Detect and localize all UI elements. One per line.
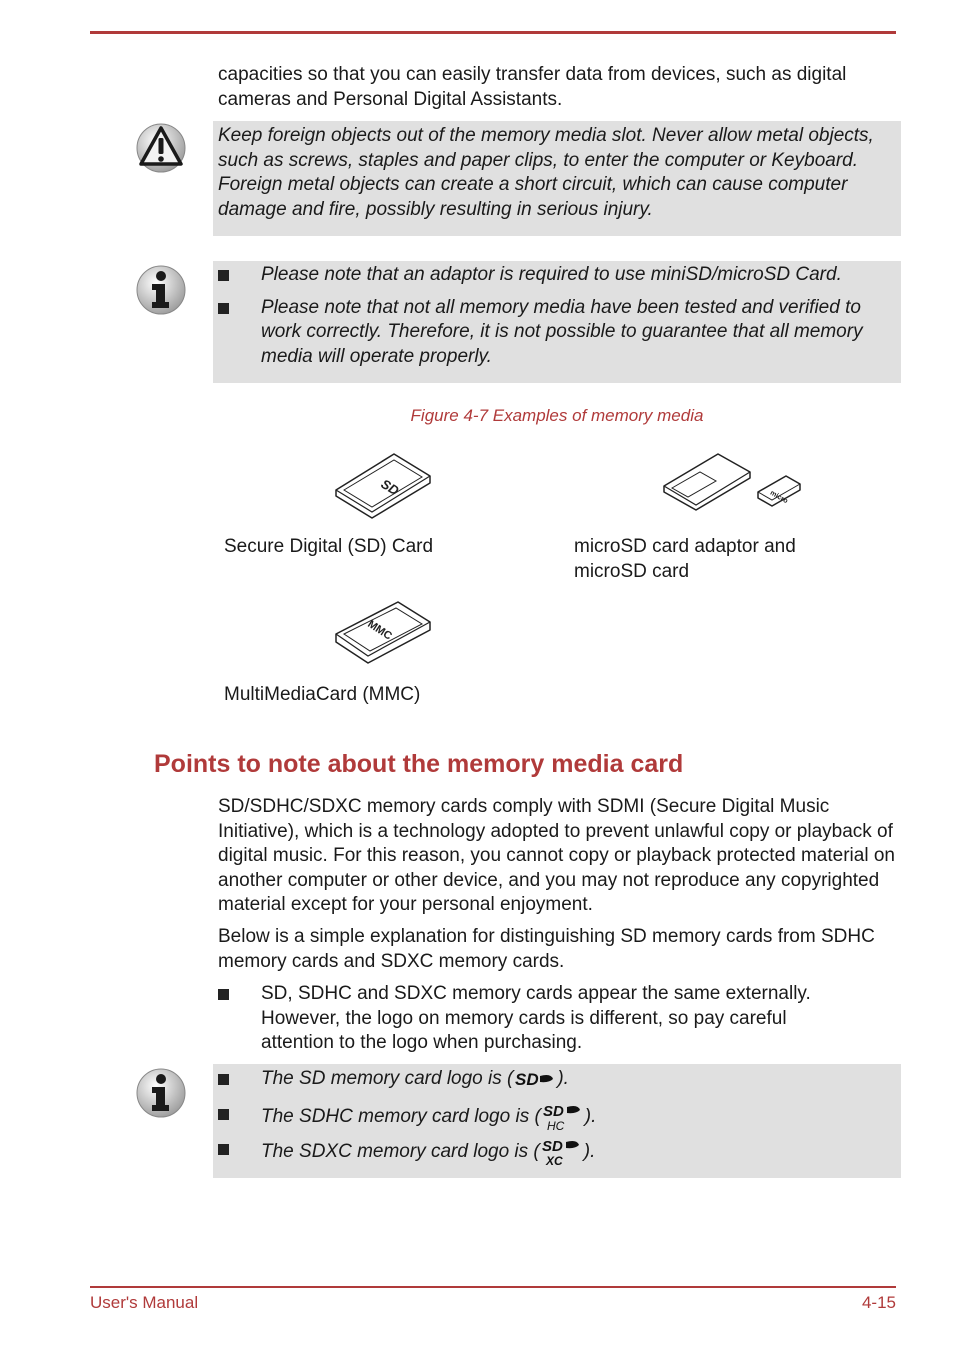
- list-item: The SDHC memory card logo is ( SD HC ).: [213, 1102, 901, 1137]
- svg-text:SD: SD: [541, 1138, 563, 1155]
- sd-logo-icon: [513, 1068, 557, 1090]
- figure-label-microsd: microSD card adaptor and microSD card: [574, 536, 796, 582]
- list-item: The SD memory card logo is ( SD ).: [213, 1067, 901, 1102]
- bullet-square: [218, 270, 229, 281]
- info-icon: [135, 1067, 187, 1119]
- section-heading: Points to note about the memory media card: [154, 750, 684, 778]
- warning-icon: [135, 122, 187, 174]
- figure-caption: Figure 4-7 Examples of memory media: [410, 406, 704, 425]
- svg-text:SD: SD: [542, 1103, 564, 1120]
- figure-label-sd: Secure Digital (SD) Card: [224, 536, 434, 557]
- bullet-square: [218, 1109, 229, 1120]
- bullet-square: [218, 989, 229, 1000]
- bullet-square: [218, 1074, 229, 1085]
- svg-text:MMC: MMC: [365, 618, 394, 643]
- note-box-1: [213, 261, 901, 383]
- intro-paragraph: capacities so that you can easily transfer data from devices, such as digital cameras and Personal Digital Assistants.: [218, 64, 847, 110]
- body-paragraph: SD/SDHC/SDXC memory cards comply with SDMI (Secure Digital Music Initiative), which is a technology adopted to prevent unlawful copy or playback of digital music. For this reason, you cannot copy or playback protected material on another computer or other device, and you may not reproduce any copyrighted material except for your personal enjoyment.: [218, 796, 895, 915]
- sdxc-logo-icon: [540, 1137, 584, 1167]
- note-box-2: [213, 1064, 901, 1178]
- warning-box: [213, 121, 901, 236]
- bullet-square: [218, 303, 229, 314]
- note-list-2: [213, 1067, 901, 1172]
- note-list-1: [213, 263, 901, 369]
- svg-text:XC: XC: [545, 1154, 563, 1167]
- info-icon: [135, 264, 187, 316]
- sd-card-icon: [330, 450, 436, 520]
- svg-text:HC: HC: [546, 1119, 565, 1132]
- footer-title: User's Manual: [90, 1293, 199, 1312]
- sdhc-logo-icon: [541, 1102, 585, 1132]
- list-item: SD, SDHC and SDXC memory cards appear the same externally. However, the logo on memory cards is different, so pay careful attention to the logo when purchasing.: [213, 982, 863, 1056]
- svg-text:micro: micro: [768, 489, 789, 506]
- figure-label-mmc: MultiMediaCard (MMC): [224, 684, 421, 705]
- list-item: Please note that not all memory media have been tested and verified to work correctly. Therefore, it is not possible to guarantee that all memory media will operate properly.: [213, 296, 901, 370]
- header-rule: [90, 31, 896, 34]
- svg-text:SD: SD: [515, 1069, 539, 1089]
- bullet-list: [213, 982, 863, 1056]
- bullet-square: [218, 1144, 229, 1155]
- list-item: The SDXC memory card logo is ( SD XC ).: [213, 1137, 901, 1172]
- list-item: Please note that an adaptor is required to use miniSD/microSD Card.: [213, 263, 901, 288]
- page-number: 4-15: [861, 1293, 896, 1312]
- warning-text: Keep foreign objects out of the memory media slot. Never allow metal objects, such as screws, staples and paper clips, to enter the computer or Keyboard. Foreign metal objects can create a short circuit, which can cause computer damage and fire, possibly resulting in serious injury.: [218, 125, 874, 220]
- mmc-card-icon: [332, 600, 434, 666]
- body-paragraph: Below is a simple explanation for distinguishing SD memory cards from SDHC memory cards and SDXC memory cards.: [218, 926, 875, 972]
- footer-rule: [90, 1286, 896, 1288]
- microsd-adaptor-icon: [660, 450, 805, 522]
- svg-text:SD: SD: [378, 476, 402, 499]
